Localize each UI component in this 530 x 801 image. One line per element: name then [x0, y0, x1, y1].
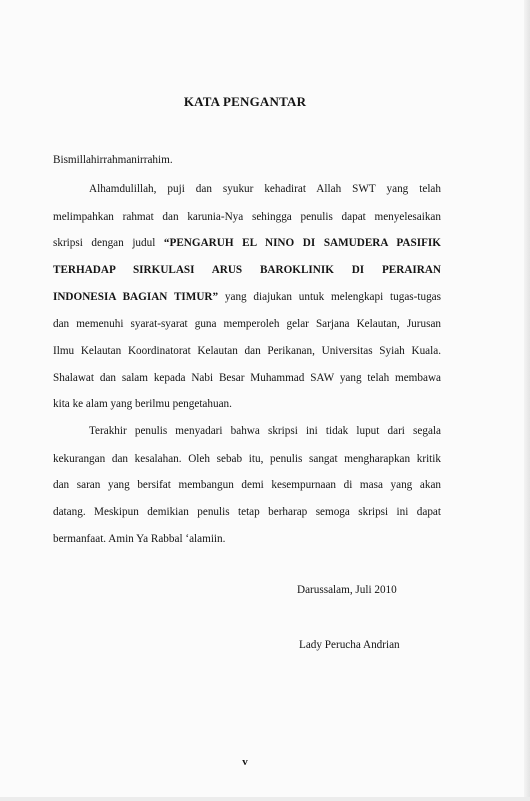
paragraph-1-line-3-text: skripsi dengan judul — [53, 237, 164, 249]
paragraph-1-line-3 — [53, 236, 441, 250]
thesis-title-part-1: “PENGARUH EL NINO DI SAMUDERA PASIFIK — [163, 237, 441, 249]
paragraph-1-line-7: Ilmu Kelautan Koordinatorat Kelautan dan Perikanan, Universitas Syiah Kuala. — [53, 345, 441, 357]
paragraph-1-line-9: kita ke alam yang berilmu pengetahuan. — [53, 398, 232, 410]
page-bottom-edge — [0, 797, 530, 801]
paragraph-2-line-5: bermanfaat. Amin Ya Rabbal ‘alamiin. — [53, 533, 226, 545]
paragraph-1-line-8: Shalawat dan salam kepada Nabi Besar Muhammad SAW yang telah membawa — [53, 372, 441, 384]
author-name: Lady Perucha Andrian — [299, 639, 400, 651]
salutation: Bismillahirrahmanirrahim. — [53, 154, 173, 166]
paragraph-2-line-1: Terakhir penulis menyadari bahwa skripsi ini tidak luput dari segala — [89, 425, 441, 437]
place-date: Darussalam, Juli 2010 — [297, 584, 397, 596]
page-number: v — [242, 756, 248, 768]
paragraph-1-line-5 — [53, 290, 441, 304]
thesis-title-part-2: TERHADAP SIRKULASI ARUS BAROKLINIK DI PERAIRAN — [53, 264, 441, 276]
paragraph-2-line-4: datang. Meskipun demikian penulis tetap berharap semoga skripsi ini dapat — [53, 506, 441, 518]
paragraph-1-line-2: melimpahkan rahmat dan karunia-Nya sehingga penulis dapat menyelesaikan — [53, 211, 441, 223]
page-title: KATA PENGANTAR — [183, 94, 307, 109]
paragraph-1-line-5-text: yang diajukan untuk melengkapi tugas-tugas — [218, 291, 441, 303]
paragraph-1-line-6: dan memenuhi syarat-syarat guna memperoleh gelar Sarjana Kelautan, Jurusan — [53, 318, 441, 330]
paragraph-1-line-1: Alhamdulillah, puji dan syukur kehadirat Allah SWT yang telah — [89, 183, 441, 195]
paragraph-2-line-3: dan saran yang bersifat membangun demi kesempurnaan di masa yang akan — [53, 479, 441, 491]
paragraph-2-line-2: kekurangan dan kesalahan. Oleh sebab itu, penulis sangat mengharapkan kritik — [53, 453, 441, 465]
page-edge-shadow — [524, 0, 530, 801]
thesis-title-part-3: INDONESIA BAGIAN TIMUR” — [53, 291, 219, 303]
